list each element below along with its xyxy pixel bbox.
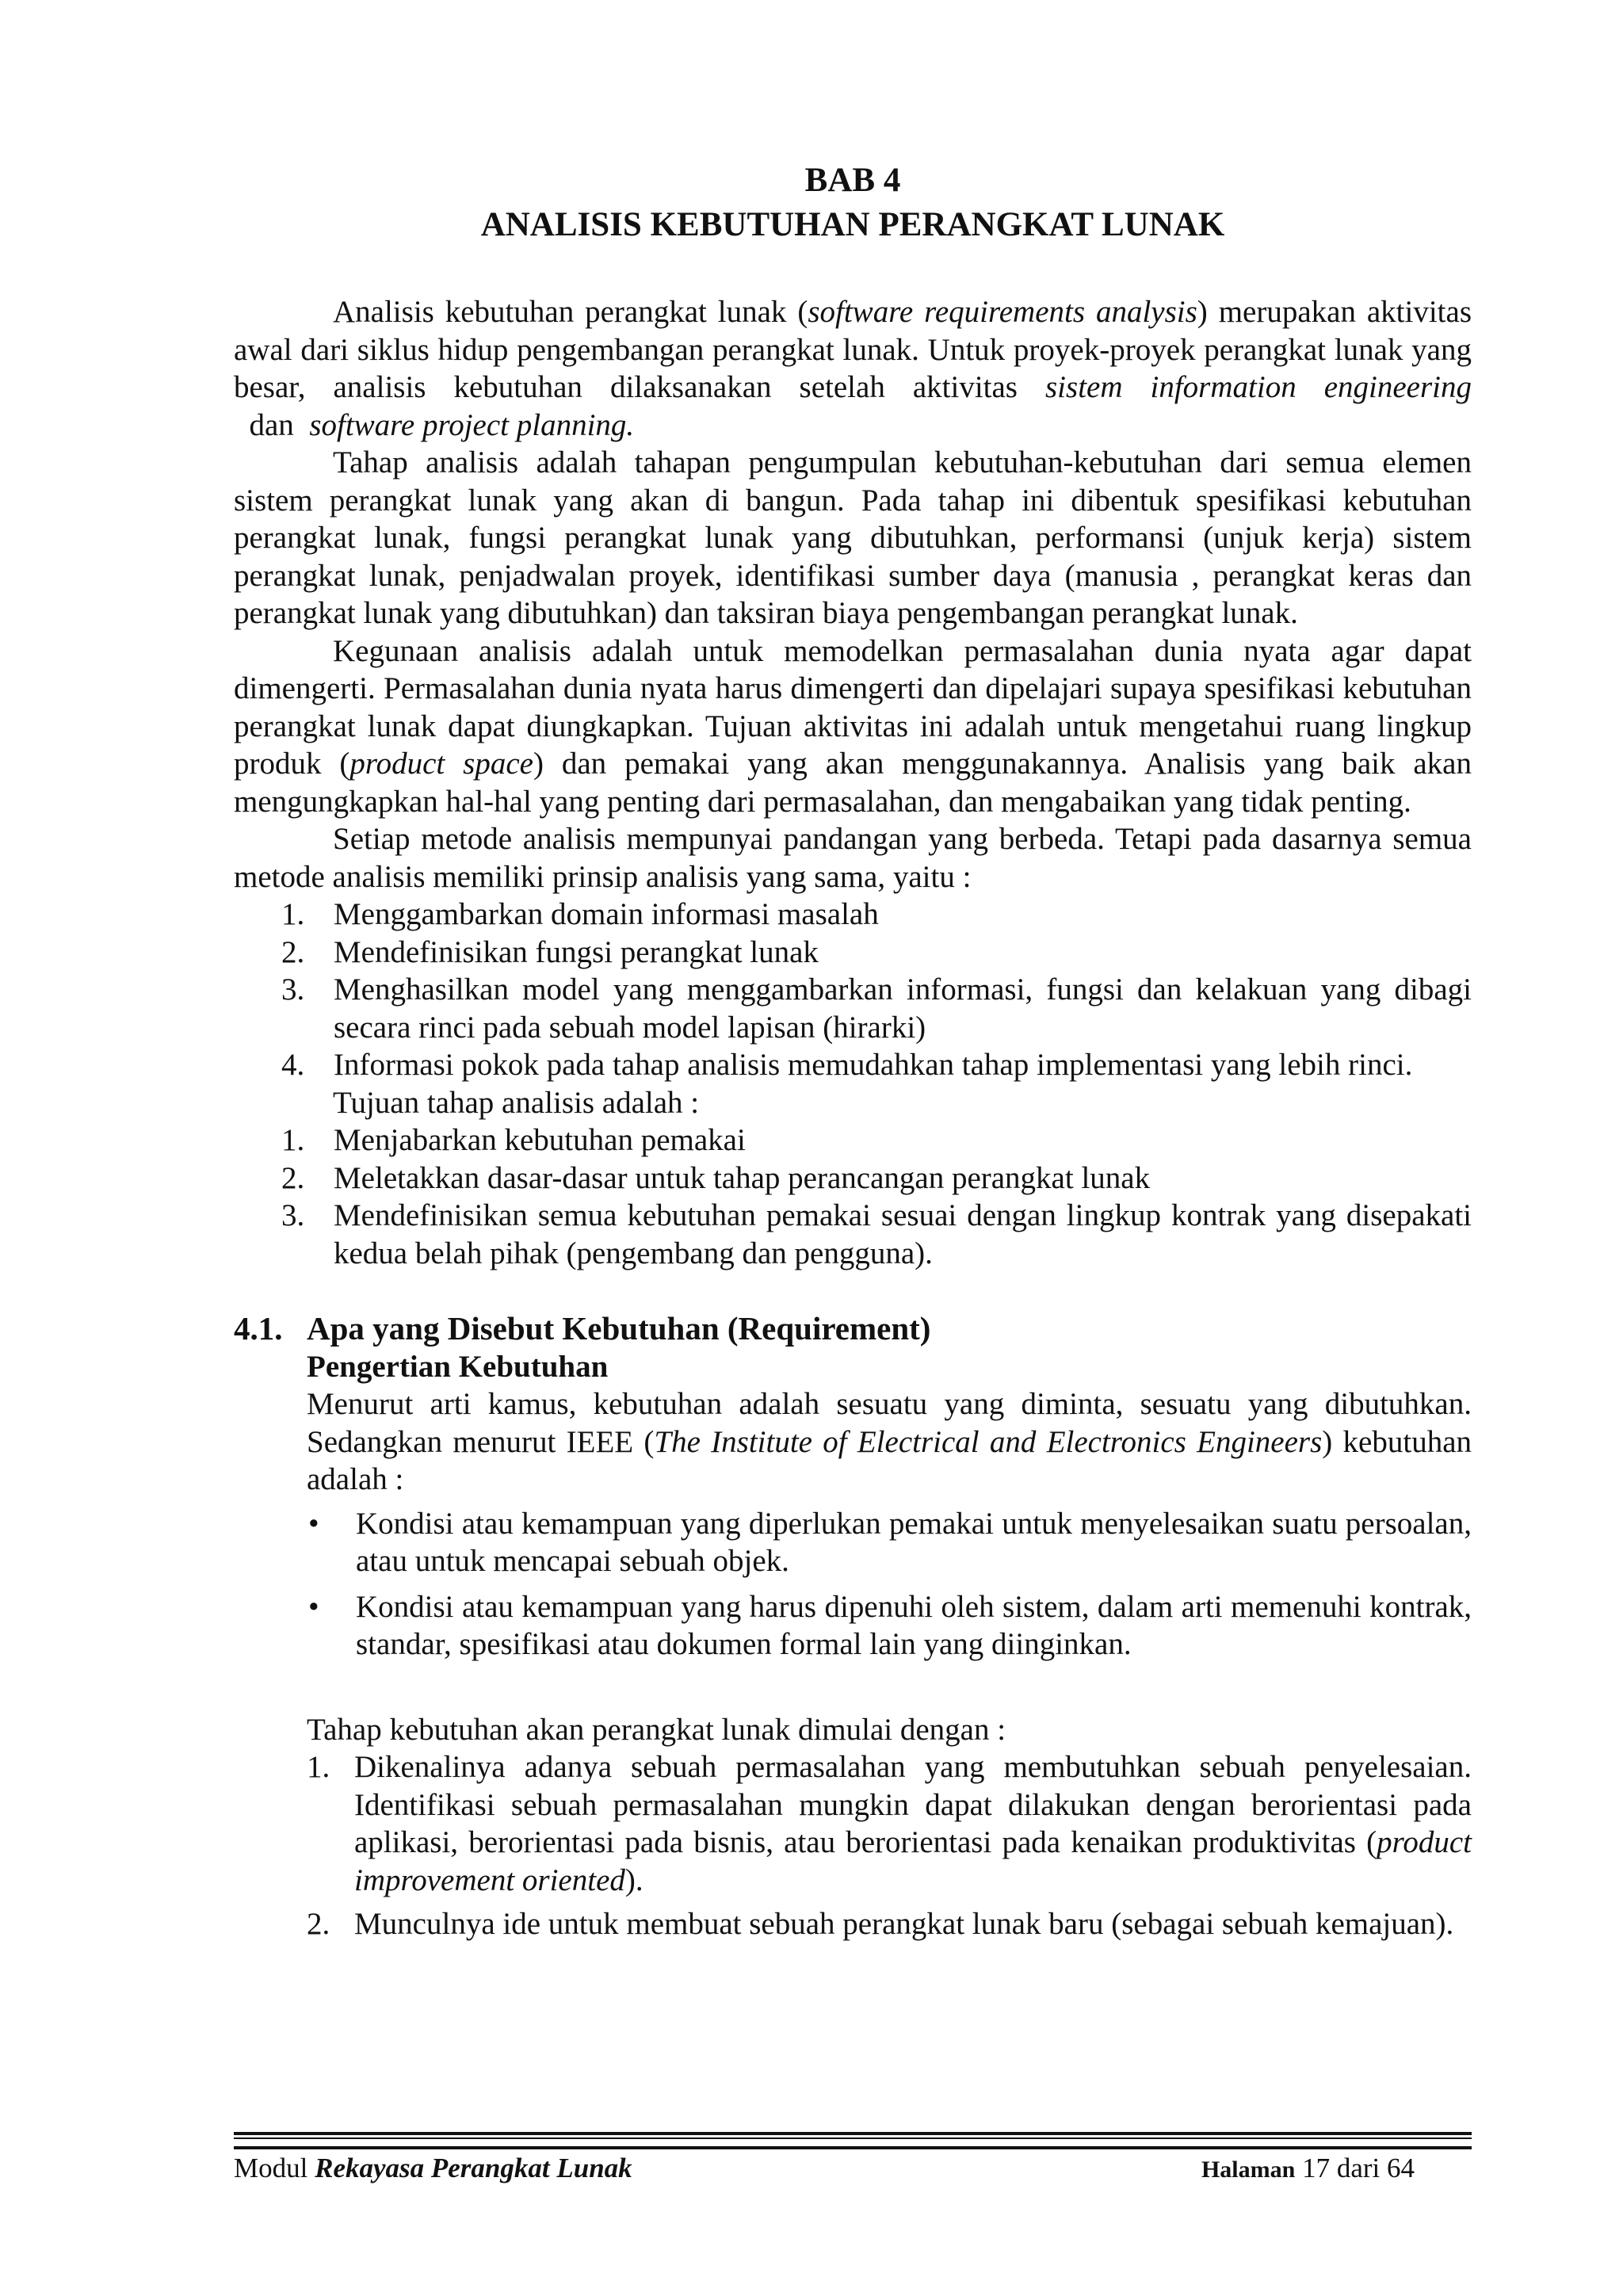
document-page <box>234 159 1472 1950</box>
footer-rule <box>234 2132 1472 2149</box>
stages-intro: Tahap kebutuhan akan perangkat lunak dimulai dengan : <box>307 1712 1006 1747</box>
intro-paragraph-1: Analisis kebutuhan perangkat lunak (software requirements analysis) merupakan aktivitas awal dari siklus hidup pengembangan perangkat lunak. Untuk proyek-proyek perangkat lunak yang besar, analisis kebutuhan dilaksanakan setelah aktivitas sistem information engineering dan software project planning. <box>234 295 1472 442</box>
section-title: Apa yang Disebut Kebutuhan (Requirement) <box>307 1310 931 1347</box>
definition-paragraph: Menurut arti kamus, kebutuhan adalah sesuatu yang diminta, sesuatu yang dibutuhkan. Sedangkan menurut IEEE (The Institute of Electrical and Electronics Engineers) kebutuhan adalah : <box>307 1387 1472 1496</box>
footer-page-number: Halaman 17 dari 64 <box>1201 2153 1415 2183</box>
list-item: 4. Informasi pokok pada tahap analisis memudahkan tahap implementasi yang lebih rinci. <box>281 1048 1413 1082</box>
intro-paragraph-3: Kegunaan analisis adalah untuk memodelkan permasalahan dunia nyata agar dapat dimengerti. Permasalahan dunia nyata harus dimengerti dan dipelajari supaya spesifikasi kebutuhan perangkat lunak dapat diungkapkan. Tujuan aktivitas ini adalah untuk mengetahui ruang lingkup produk (product space) dan pemakai yang akan menggunakannya. Analisis yang baik akan mengungkapkan hal-hal yang penting dari permasalahan, dan mengabaikan yang tidak penting. <box>234 633 1472 819</box>
list-item: 3. Menghasilkan model yang menggambarkan informasi, fungsi dan kelakuan yang dibagi secara rinci pada sebuah model lapisan (hirarki) <box>281 972 1472 1045</box>
list-item: 2. Mendefinisikan fungsi perangkat lunak <box>281 934 819 969</box>
bullet-icon: • <box>308 1506 319 1541</box>
list-item: 2. Meletakkan dasar-dasar untuk tahap perancangan perangkat lunak <box>281 1160 1151 1195</box>
goals-list <box>234 1121 1472 1272</box>
chapter-label: BAB 4 <box>804 162 901 199</box>
footer-module: Modul Rekayasa Perangkat Lunak <box>234 2153 632 2183</box>
intro-paragraph-4: Setiap metode analisis mempunyai pandangan yang berbeda. Tetapi pada dasarnya semua metode analisis memiliki prinsip analisis yang sama, yaitu : <box>234 822 1472 894</box>
list-item: 1. Dikenalinya adanya sebuah permasalahan yang membutuhkan sebuah penyelesaian. Identifikasi sebuah permasalahan mungkin dapat dilakukan dengan berorientasi pada aplikasi, berorientasi pada bisnis, atau berorientasi pada kenaikan produktivitas (product improvement oriented). <box>307 1750 1472 1897</box>
list-item: 2. Munculnya ide untuk membuat sebuah perangkat lunak baru (sebagai sebuah kemajuan). <box>307 1907 1454 1941</box>
definition-bullets <box>307 1505 1472 1664</box>
intro-paragraph-2: Tahap analisis adalah tahapan pengumpulan kebutuhan-kebutuhan dari semua elemen sistem perangkat lunak yang akan di bangun. Pada tahap ini dibentuk spesifikasi kebutuhan perangkat lunak, fungsi perangkat lunak yang dibutuhkan, performansi (unjuk kerja) sistem perangkat lunak, penjadwalan proyek, identifikasi sumber daya (manusia , perangkat keras dan perangkat lunak yang dibutuhkan) dan taksiran biaya pengembangan perangkat lunak. <box>234 445 1472 630</box>
goals-intro: Tujuan tahap analisis adalah : <box>333 1085 700 1120</box>
section-heading <box>234 1310 1472 1348</box>
bullet-icon: • <box>308 1589 319 1624</box>
section-body <box>234 1348 1472 1943</box>
stages-list <box>307 1748 1472 1943</box>
list-item: • Kondisi atau kemampuan yang diperlukan pemakai untuk menyelesaikan suatu persoalan, atau untuk mencapai sebuah objek. <box>307 1505 1472 1580</box>
subheading: Pengertian Kebutuhan <box>307 1349 609 1384</box>
chapter-title: ANALISIS KEBUTUHAN PERANGKAT LUNAK <box>480 206 1225 243</box>
section-number: 4.1. <box>234 1310 283 1347</box>
page-footer <box>234 2153 1415 2184</box>
list-item: 1. Menggambarkan domain informasi masalah <box>281 897 879 931</box>
principles-list <box>234 896 1472 1084</box>
list-item: • Kondisi atau kemampuan yang harus dipenuhi oleh sistem, dalam arti memenuhi kontrak, standar, spesifikasi atau dokumen formal lain yang diinginkan. <box>307 1588 1472 1664</box>
list-item: 1. Menjabarkan kebutuhan pemakai <box>281 1123 746 1157</box>
list-item: 3. Mendefinisikan semua kebutuhan pemakai sesuai dengan lingkup kontrak yang disepakati kedua belah pihak (pengembang dan pengguna). <box>281 1198 1472 1270</box>
